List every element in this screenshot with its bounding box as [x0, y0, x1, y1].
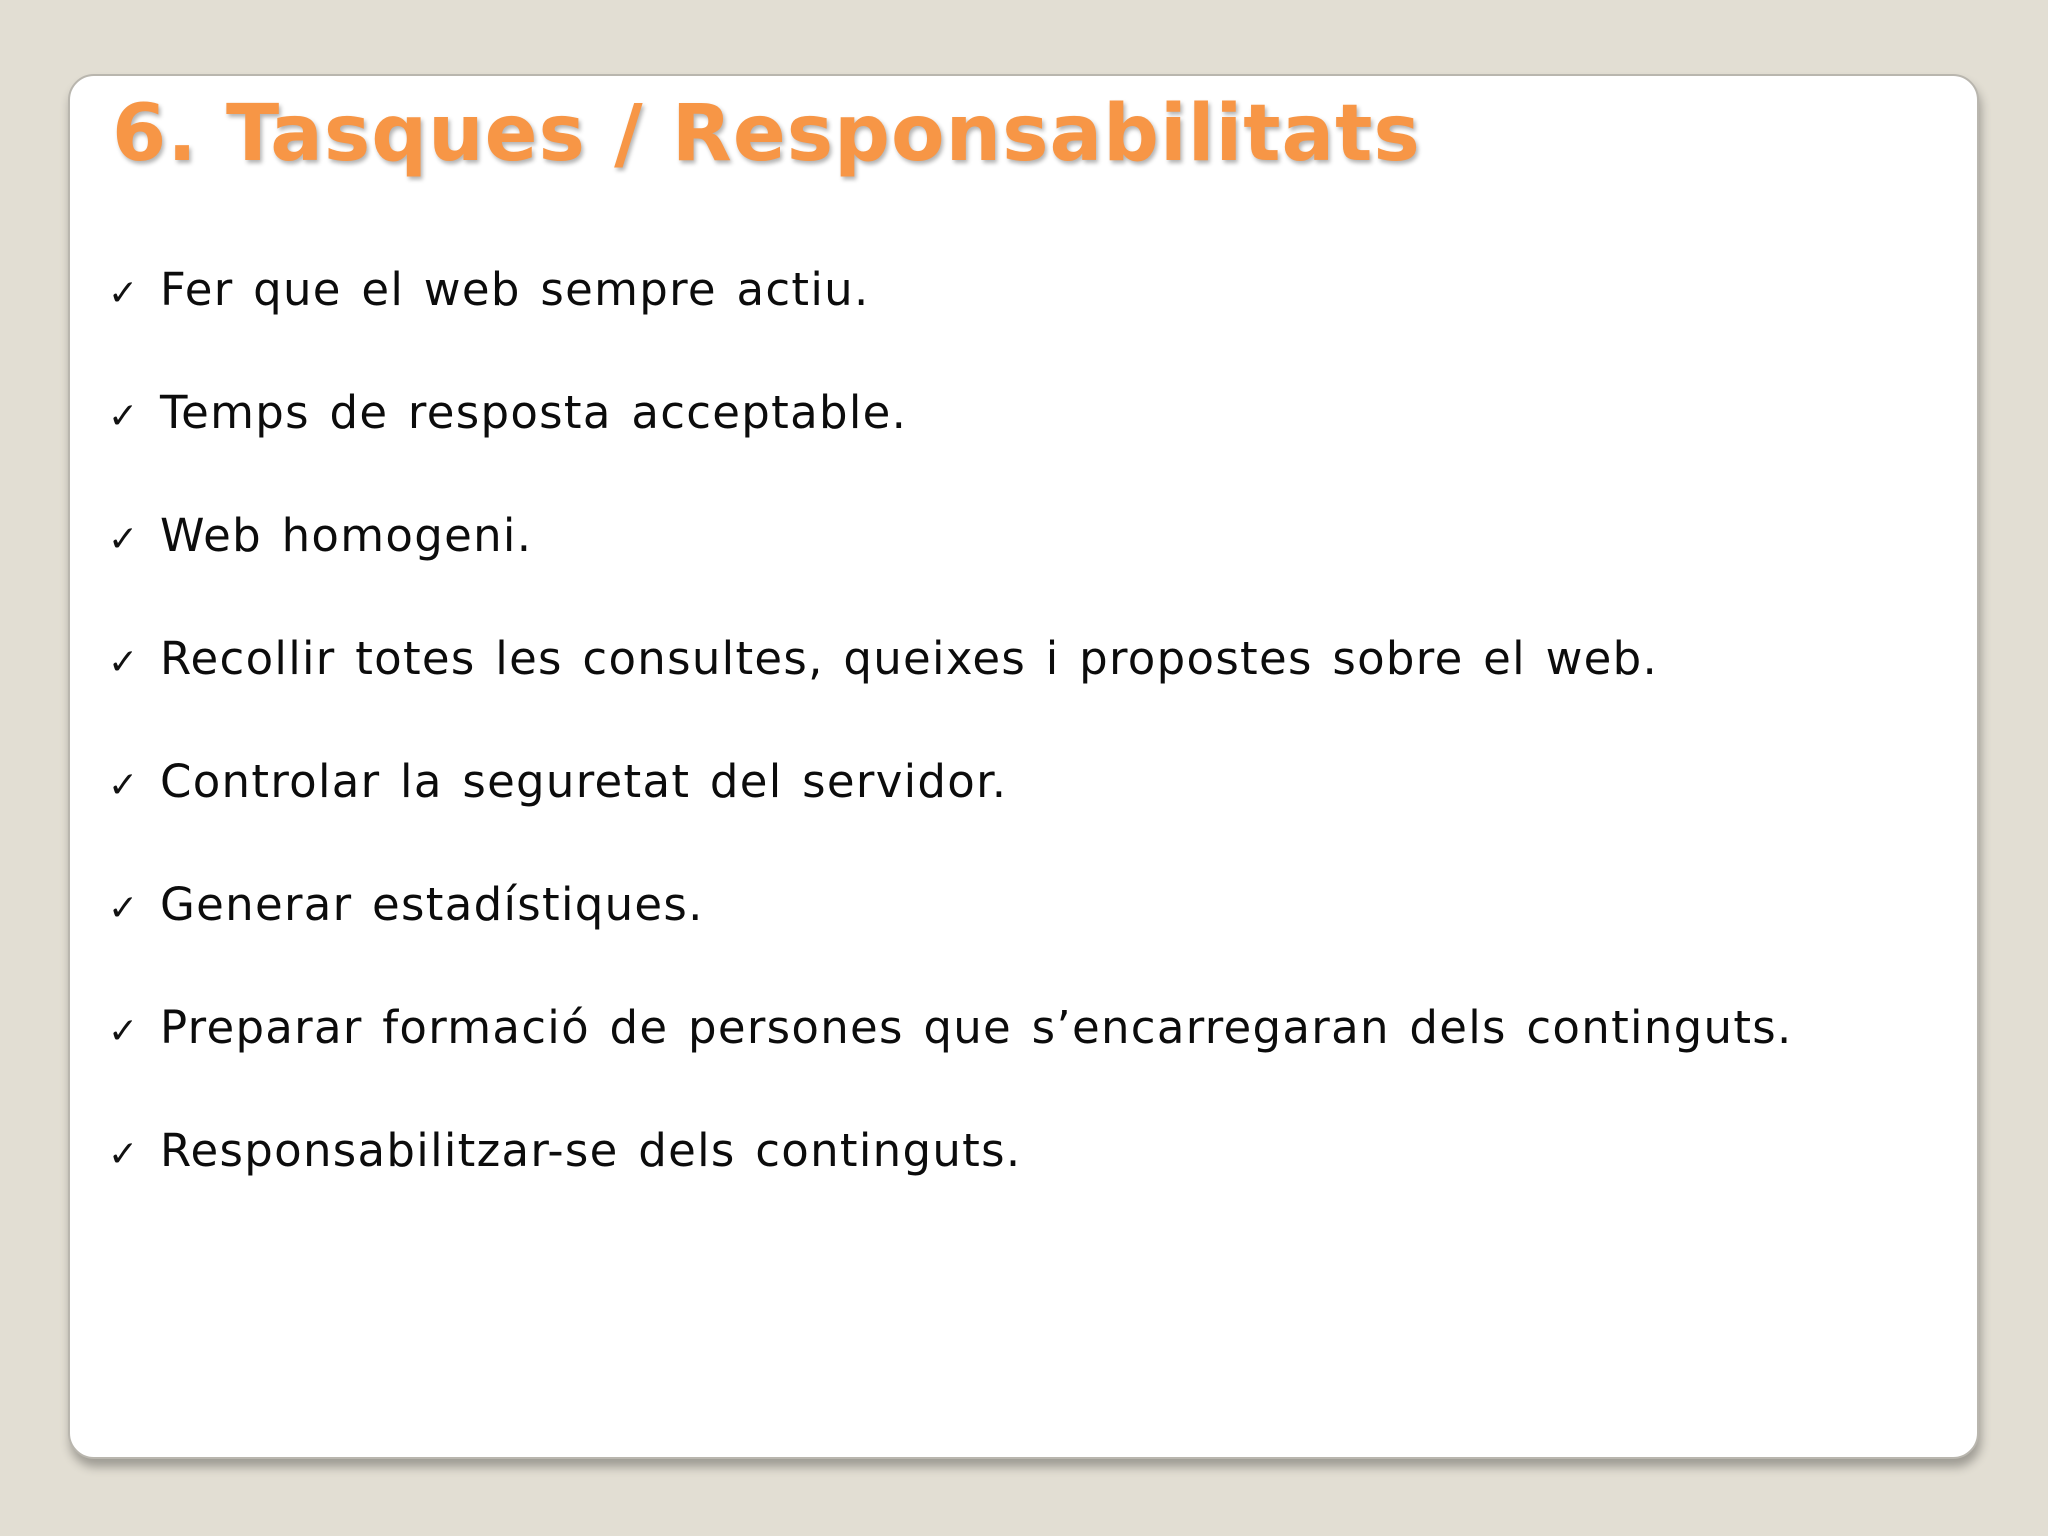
list-item [108, 385, 1793, 508]
bullet-text: Generar estadístiques. [160, 878, 704, 931]
list-item [108, 631, 1793, 754]
check-icon: ✓ [108, 888, 139, 929]
check-icon: ✓ [108, 273, 139, 314]
list-item [108, 877, 1793, 1000]
check-icon: ✓ [108, 1134, 139, 1175]
bullet-text: Recollir totes les consultes, queixes i propostes sobre el web. [160, 632, 1659, 685]
bullet-text: Controlar la seguretat del servidor. [160, 755, 1008, 808]
check-icon: ✓ [108, 1011, 139, 1052]
bullet-text: Web homogeni. [160, 509, 533, 562]
check-icon: ✓ [108, 396, 139, 437]
bullet-text: Temps de resposta acceptable. [160, 386, 908, 439]
list-item [108, 1000, 1793, 1123]
check-icon: ✓ [108, 765, 139, 806]
check-icon: ✓ [108, 519, 139, 560]
check-icon: ✓ [108, 642, 139, 683]
bullet-text: Fer que el web sempre actiu. [160, 263, 870, 316]
list-item [108, 262, 1793, 385]
bullet-text: Preparar formació de persones que s’encarregaran dels continguts. [160, 1001, 1793, 1054]
bullet-text: Responsabilitzar-se dels continguts. [160, 1124, 1022, 1177]
list-item [108, 508, 1793, 631]
list-item [108, 754, 1793, 877]
slide-title: 6. Tasques / Responsabilitats [112, 89, 1421, 179]
list-item [108, 1123, 1793, 1246]
bullet-list [108, 262, 1793, 1246]
